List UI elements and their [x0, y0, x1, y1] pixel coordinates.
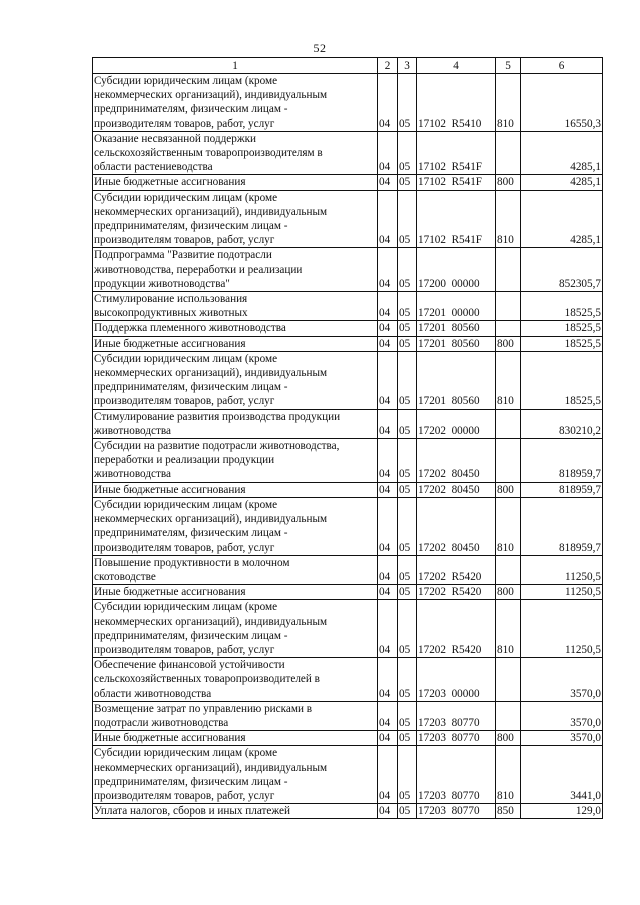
row-section-cell: 04: [378, 482, 398, 497]
table-row: [93, 731, 603, 746]
row-section-cell: 04: [378, 292, 398, 321]
row-expense-type-cell: [496, 409, 521, 438]
row-amount-cell: 3570,0: [521, 701, 603, 730]
row-section-cell: 04: [378, 746, 398, 804]
row-section-cell: 04: [378, 555, 398, 584]
table-row: [93, 585, 603, 600]
row-expense-type-cell: [496, 248, 521, 292]
table-row: [93, 439, 603, 483]
row-expense-type-cell: [496, 555, 521, 584]
table-row: [93, 351, 603, 409]
row-target-article-cell: 17201 00000: [417, 292, 496, 321]
row-subsection-cell: 05: [398, 497, 417, 555]
table-row: [93, 74, 603, 132]
row-section-cell: 04: [378, 658, 398, 702]
row-target-article-cell: 17102 R541F: [417, 175, 496, 190]
row-target-article-cell: 17202 80450: [417, 482, 496, 497]
row-target-article-cell: 17202 80450: [417, 497, 496, 555]
row-target-article-cell: 17203 80770: [417, 804, 496, 819]
row-target-article-cell: 17203 80770: [417, 701, 496, 730]
row-subsection-cell: 05: [398, 482, 417, 497]
row-expense-type-cell: 800: [496, 336, 521, 351]
row-section-cell: 04: [378, 321, 398, 336]
table-row: [93, 190, 603, 248]
row-subsection-cell: 05: [398, 585, 417, 600]
row-section-cell: 04: [378, 175, 398, 190]
row-expense-type-cell: [496, 292, 521, 321]
row-name-cell: Стимулирование использования высокопродуктивных животных: [93, 292, 378, 321]
row-section-cell: 04: [378, 497, 398, 555]
row-amount-cell: 16550,3: [521, 74, 603, 132]
row-target-article-cell: 17102 R541F: [417, 190, 496, 248]
row-expense-type-cell: 810: [496, 190, 521, 248]
row-subsection-cell: 05: [398, 731, 417, 746]
row-subsection-cell: 05: [398, 175, 417, 190]
row-subsection-cell: 05: [398, 658, 417, 702]
table-row: [93, 321, 603, 336]
row-expense-type-cell: [496, 131, 521, 175]
row-amount-cell: 129,0: [521, 804, 603, 819]
row-section-cell: 04: [378, 351, 398, 409]
column-header-1: 1: [93, 58, 378, 74]
row-subsection-cell: 05: [398, 555, 417, 584]
row-expense-type-cell: 810: [496, 497, 521, 555]
table-row: [93, 175, 603, 190]
row-subsection-cell: 05: [398, 131, 417, 175]
row-amount-cell: 18525,5: [521, 292, 603, 321]
row-expense-type-cell: 800: [496, 482, 521, 497]
column-header-3: 3: [398, 58, 417, 74]
row-subsection-cell: 05: [398, 248, 417, 292]
row-subsection-cell: 05: [398, 336, 417, 351]
column-header-6: 6: [521, 58, 603, 74]
row-name-cell: Оказание несвязанной поддержки сельскохозяйственным товаропроизводителям в области растениеводства: [93, 131, 378, 175]
row-name-cell: Иные бюджетные ассигнования: [93, 336, 378, 351]
row-name-cell: Поддержка племенного животноводства: [93, 321, 378, 336]
row-subsection-cell: 05: [398, 804, 417, 819]
table-row: [93, 701, 603, 730]
row-amount-cell: 11250,5: [521, 555, 603, 584]
row-subsection-cell: 05: [398, 190, 417, 248]
column-header-4: 4: [417, 58, 496, 74]
row-amount-cell: 18525,5: [521, 351, 603, 409]
row-name-cell: Субсидии юридическим лицам (кроме некоммерческих организаций), индивидуальным предпринимателям, физическим лицам - производителям товаров, работ, услуг: [93, 74, 378, 132]
row-section-cell: 04: [378, 804, 398, 819]
table-row: [93, 248, 603, 292]
row-section-cell: 04: [378, 409, 398, 438]
row-section-cell: 04: [378, 585, 398, 600]
row-amount-cell: 18525,5: [521, 336, 603, 351]
row-name-cell: Иные бюджетные ассигнования: [93, 175, 378, 190]
table-row: [93, 292, 603, 321]
row-target-article-cell: 17203 80770: [417, 746, 496, 804]
table-row: [93, 409, 603, 438]
table-row: [93, 804, 603, 819]
table-row: [93, 482, 603, 497]
row-name-cell: Уплата налогов, сборов и иных платежей: [93, 804, 378, 819]
row-subsection-cell: 05: [398, 292, 417, 321]
row-subsection-cell: 05: [398, 701, 417, 730]
row-target-article-cell: 17201 80560: [417, 336, 496, 351]
row-expense-type-cell: 800: [496, 585, 521, 600]
table-row: [93, 555, 603, 584]
table-row: [93, 746, 603, 804]
row-amount-cell: 18525,5: [521, 321, 603, 336]
row-section-cell: 04: [378, 190, 398, 248]
column-header-2: 2: [378, 58, 398, 74]
row-name-cell: Подпрограмма "Развитие подотрасли животноводства, переработки и реализации продукции животноводства": [93, 248, 378, 292]
row-section-cell: 04: [378, 701, 398, 730]
row-expense-type-cell: 810: [496, 600, 521, 658]
row-expense-type-cell: [496, 658, 521, 702]
budget-table: [92, 57, 603, 819]
row-amount-cell: 3441,0: [521, 746, 603, 804]
row-name-cell: Повышение продуктивности в молочном скотоводстве: [93, 555, 378, 584]
row-target-article-cell: 17201 80560: [417, 351, 496, 409]
row-subsection-cell: 05: [398, 409, 417, 438]
table-row: [93, 497, 603, 555]
row-amount-cell: 4285,1: [521, 190, 603, 248]
row-subsection-cell: 05: [398, 600, 417, 658]
row-name-cell: Иные бюджетные ассигнования: [93, 482, 378, 497]
row-amount-cell: 818959,7: [521, 439, 603, 483]
row-name-cell: Субсидии юридическим лицам (кроме некоммерческих организаций), индивидуальным предпринимателям, физическим лицам - производителям товаров, работ, услуг: [93, 746, 378, 804]
row-name-cell: Возмещение затрат по управлению рисками в подотрасли животноводства: [93, 701, 378, 730]
row-name-cell: Обеспечение финансовой устойчивости сельскохозяйственных товаропроизводителей в области животноводства: [93, 658, 378, 702]
row-subsection-cell: 05: [398, 321, 417, 336]
page-number: 52: [313, 41, 327, 55]
row-amount-cell: 818959,7: [521, 482, 603, 497]
row-name-cell: Стимулирование развития производства продукции животноводства: [93, 409, 378, 438]
row-expense-type-cell: [496, 321, 521, 336]
row-target-article-cell: 17202 R5420: [417, 585, 496, 600]
column-header-5: 5: [496, 58, 521, 74]
row-section-cell: 04: [378, 439, 398, 483]
row-subsection-cell: 05: [398, 74, 417, 132]
row-section-cell: 04: [378, 74, 398, 132]
row-expense-type-cell: [496, 439, 521, 483]
row-amount-cell: 4285,1: [521, 175, 603, 190]
row-name-cell: Субсидии юридическим лицам (кроме некоммерческих организаций), индивидуальным предпринимателям, физическим лицам - производителям товаров, работ, услуг: [93, 190, 378, 248]
row-target-article-cell: 17202 80450: [417, 439, 496, 483]
row-name-cell: Субсидии юридическим лицам (кроме некоммерческих организаций), индивидуальным предпринимателям, физическим лицам - производителям товаров, работ, услуг: [93, 497, 378, 555]
row-target-article-cell: 17202 R5420: [417, 600, 496, 658]
row-target-article-cell: 17201 80560: [417, 321, 496, 336]
row-amount-cell: 818959,7: [521, 497, 603, 555]
row-subsection-cell: 05: [398, 439, 417, 483]
row-name-cell: Субсидии на развитие подотрасли животноводства, переработки и реализации продукции животноводства: [93, 439, 378, 483]
row-expense-type-cell: [496, 701, 521, 730]
row-name-cell: Субсидии юридическим лицам (кроме некоммерческих организаций), индивидуальным предпринимателям, физическим лицам - производителям товаров, работ, услуг: [93, 351, 378, 409]
row-expense-type-cell: 810: [496, 74, 521, 132]
table-row: [93, 336, 603, 351]
table-row: [93, 600, 603, 658]
row-expense-type-cell: 810: [496, 351, 521, 409]
row-amount-cell: 830210,2: [521, 409, 603, 438]
row-name-cell: Субсидии юридическим лицам (кроме некоммерческих организаций), индивидуальным предпринимателям, физическим лицам - производителям товаров, работ, услуг: [93, 600, 378, 658]
table-row: [93, 131, 603, 175]
row-expense-type-cell: 800: [496, 731, 521, 746]
row-section-cell: 04: [378, 248, 398, 292]
row-section-cell: 04: [378, 731, 398, 746]
row-amount-cell: 11250,5: [521, 600, 603, 658]
row-target-article-cell: 17202 00000: [417, 409, 496, 438]
row-target-article-cell: 17202 R5420: [417, 555, 496, 584]
table-header-row: [93, 58, 603, 74]
row-target-article-cell: 17203 00000: [417, 658, 496, 702]
row-section-cell: 04: [378, 600, 398, 658]
row-subsection-cell: 05: [398, 351, 417, 409]
row-target-article-cell: 17203 80770: [417, 731, 496, 746]
row-section-cell: 04: [378, 131, 398, 175]
row-amount-cell: 3570,0: [521, 731, 603, 746]
row-amount-cell: 852305,7: [521, 248, 603, 292]
row-target-article-cell: 17102 R541F: [417, 131, 496, 175]
row-name-cell: Иные бюджетные ассигнования: [93, 731, 378, 746]
row-expense-type-cell: 850: [496, 804, 521, 819]
row-amount-cell: 4285,1: [521, 131, 603, 175]
row-subsection-cell: 05: [398, 746, 417, 804]
row-target-article-cell: 17200 00000: [417, 248, 496, 292]
row-expense-type-cell: 800: [496, 175, 521, 190]
row-amount-cell: 11250,5: [521, 585, 603, 600]
table-row: [93, 658, 603, 702]
row-section-cell: 04: [378, 336, 398, 351]
row-name-cell: Иные бюджетные ассигнования: [93, 585, 378, 600]
row-amount-cell: 3570,0: [521, 658, 603, 702]
row-expense-type-cell: 810: [496, 746, 521, 804]
row-target-article-cell: 17102 R5410: [417, 74, 496, 132]
